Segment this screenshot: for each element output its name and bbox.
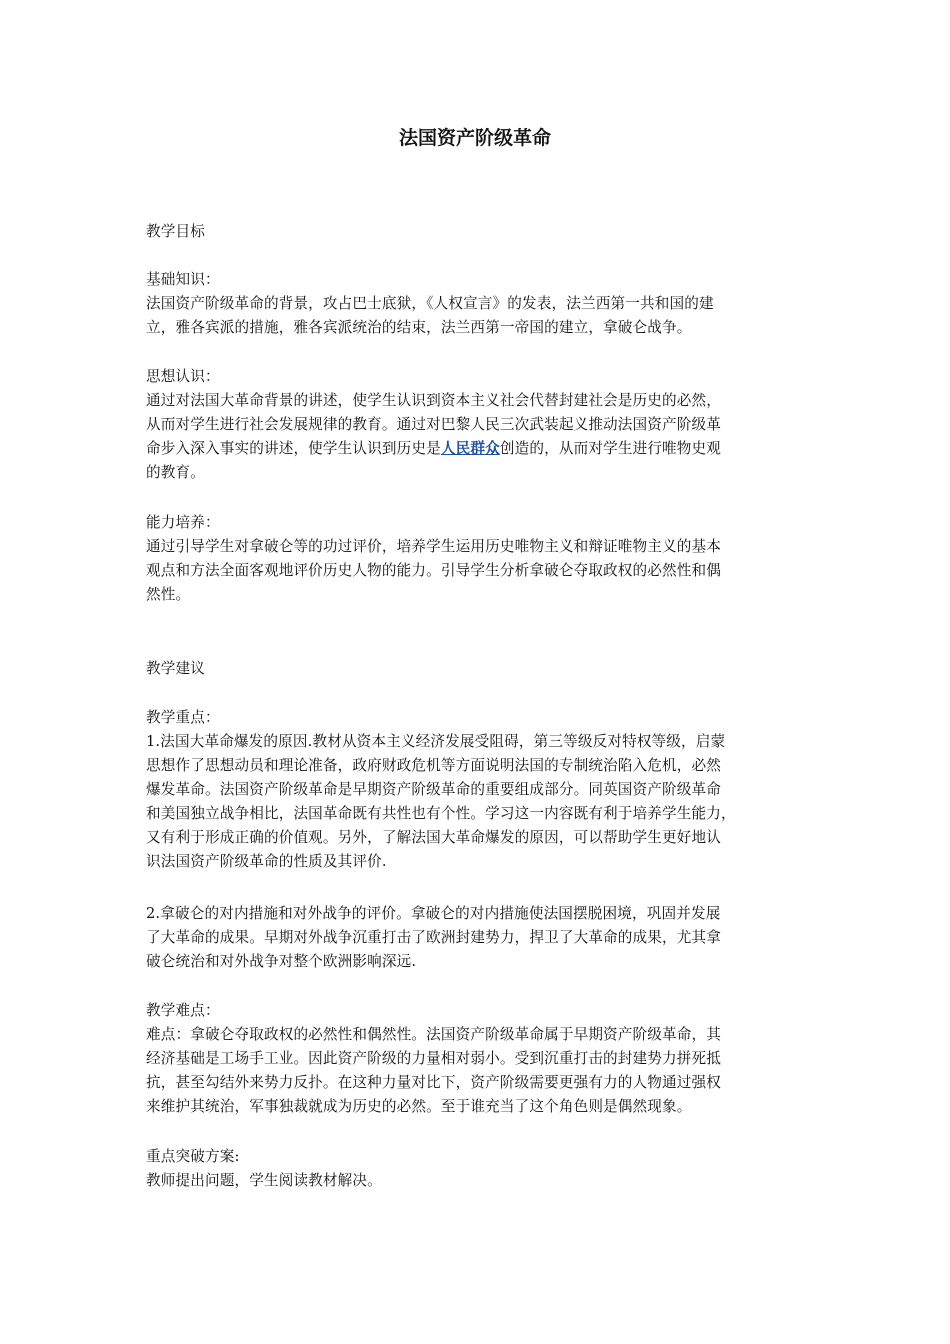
difficulties-section xyxy=(146,999,806,1119)
suggestions-heading-text: 教学建议 xyxy=(146,660,205,677)
ability-line: 观点和方法全面客观地评价历史人物的能力。引导学生分析拿破仑夺取政权的必然性和偶 xyxy=(146,562,722,579)
breakthrough-label: 重点突破方案: xyxy=(146,1148,240,1165)
ability-line: 然性。 xyxy=(146,586,191,603)
thought-line-text: 命步入深入事实的讲述，使学生认识到历史是 xyxy=(146,440,441,457)
key-point-line: 爆发革命。法国资产阶级革命是早期资产阶级革命的重要组成部分。同英国资产阶级革命 xyxy=(146,781,722,798)
thought-line xyxy=(146,437,806,461)
key-point-line: 又有利于形成正确的价值观。另外，了解法国大革命爆发的原因，可以帮助学生更好地认 xyxy=(146,829,722,846)
basic-knowledge-label: 基础知识： xyxy=(146,271,220,288)
difficulty-line: 来维护其统治，军事独裁就成为历史的必然。至于谁充当了这个角色则是偶然现象。 xyxy=(146,1098,692,1115)
document-title: 法国资产阶级革命 xyxy=(398,127,551,149)
key-point-line: 1.法国大革命爆发的原因.教材从资本主义经济发展受阻碍，第三等级反对特权等级，启蒙 xyxy=(146,733,726,750)
thought-line: 从而对学生进行社会发展规律的教育。通过对巴黎人民三次武装起义推动法国资产阶级革 xyxy=(146,416,722,433)
key-point-line: 和美国独立战争相比，法国革命既有共性也有个性。学习这一内容既有利于培养学生能力， xyxy=(146,805,736,822)
key-point-item-2 xyxy=(146,902,806,974)
key-points-section xyxy=(146,706,806,874)
key-point-line: 2.拿破仑的对内措施和对外战争的评价。拿破仑的对内措施使法国摆脱困境，巩固并发展 xyxy=(146,905,721,922)
thought-line: 的教育。 xyxy=(146,464,205,481)
ability-line: 通过引导学生对拿破仑等的功过评价，培养学生运用历史唯物主义和辩证唯物主义的基本 xyxy=(146,538,722,555)
key-point-line: 了大革命的成果。早期对外战争沉重打击了欧洲封建势力，捍卫了大革命的成果，尤其拿 xyxy=(146,929,722,946)
key-points-label: 教学重点： xyxy=(146,709,220,726)
difficulty-line: 抗，甚至勾结外来势力反扑。在这种力量对比下，资产阶级需要更强有力的人物通过强权 xyxy=(146,1074,722,1091)
basic-knowledge-line: 法国资产阶级革命的背景，攻占巴士底狱，《人权宣言》的发表，法兰西第一共和国的建 xyxy=(146,295,714,312)
breakthrough-section xyxy=(146,1145,806,1193)
suggestions-heading xyxy=(146,657,806,681)
thought-section xyxy=(146,365,806,485)
objectives-heading xyxy=(146,220,806,244)
thought-line-text: 创造的，从而对学生进行唯物史观 xyxy=(499,440,722,457)
key-point-line: 破仑统治和对外战争对整个欧洲影响深远. xyxy=(146,953,417,970)
difficulty-line: 经济基础是工场手工业。因此资产阶级的力量相对弱小。受到沉重打击的封建势力拼死抵 xyxy=(146,1050,722,1067)
breakthrough-line: 教师提出问题，学生阅读教材解决。 xyxy=(146,1172,382,1189)
people-masses-link[interactable]: 人民群众 xyxy=(440,440,500,457)
ability-section xyxy=(146,511,806,607)
difficulties-label: 教学难点： xyxy=(146,1002,220,1019)
ability-label: 能力培养： xyxy=(146,514,220,531)
basic-knowledge-line: 立，雅各宾派的措施，雅各宾派统治的结束，法兰西第一帝国的建立，拿破仑战争。 xyxy=(146,319,692,336)
objectives-heading-text: 教学目标 xyxy=(146,223,205,240)
difficulty-line: 难点：拿破仑夺取政权的必然性和偶然性。法国资产阶级革命属于早期资产阶级革命，其 xyxy=(146,1026,722,1043)
thought-line: 通过对法国大革命背景的讲述，使学生认识到资本主义社会代替封建社会是历史的必然， xyxy=(146,392,722,409)
key-point-line: 识法国资产阶级革命的性质及其评价. xyxy=(146,853,387,870)
basic-knowledge-section xyxy=(146,268,806,340)
key-point-line: 思想作了思想动员和理论准备，政府财政危机等方面说明法国的专制统治陷入危机，必然 xyxy=(146,757,722,774)
thought-label: 思想认识： xyxy=(146,368,220,385)
